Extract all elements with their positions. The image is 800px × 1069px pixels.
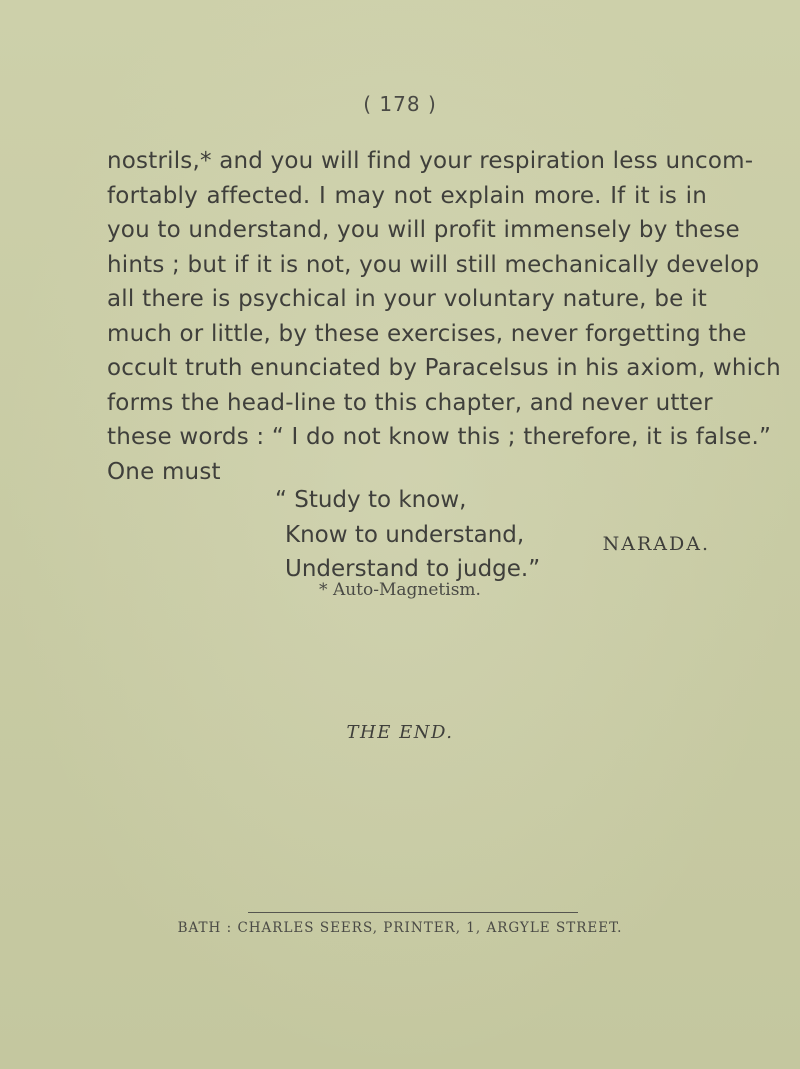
page-number: ( 178 ) — [363, 92, 437, 116]
verse-line: Understand to judge.” — [285, 556, 541, 582]
paragraph-line: nostrils,* and you will find your respiration less uncom- — [107, 148, 754, 174]
the-end-heading: THE END. — [346, 722, 454, 743]
printer-imprint: BATH : CHARLES SEERS, PRINTER, 1, ARGYLE STREET. — [177, 920, 623, 936]
body-paragraph — [107, 144, 781, 489]
paragraph-line: hints ; but if it is not, you will still mechanically develop — [107, 251, 760, 278]
paragraph-line: fortably affected. I may not explain more. If it is in — [107, 182, 707, 209]
paragraph-line: these words : “ I do not know this ; therefore, it is false.” — [107, 424, 772, 450]
footnote: * Auto-Magnetism. — [319, 580, 481, 600]
paragraph-line: you to understand, you will profit immensely by these — [107, 217, 740, 243]
divider-rule — [248, 912, 578, 913]
paragraph-line: One must — [107, 458, 221, 485]
paragraph-line: all there is psychical in your voluntary nature, be it — [107, 286, 707, 312]
paragraph-line: forms the head-line to this chapter, and never utter — [107, 389, 713, 416]
verse-line: Know to understand, — [285, 521, 525, 548]
paragraph-line: occult truth enunciated by Paracelsus in his axiom, which — [107, 355, 781, 381]
verse-attribution: NARADA. — [602, 533, 710, 555]
verse-line: “ Study to know, — [275, 487, 467, 513]
paragraph-line: much or little, by these exercises, never forgetting the — [107, 320, 747, 347]
